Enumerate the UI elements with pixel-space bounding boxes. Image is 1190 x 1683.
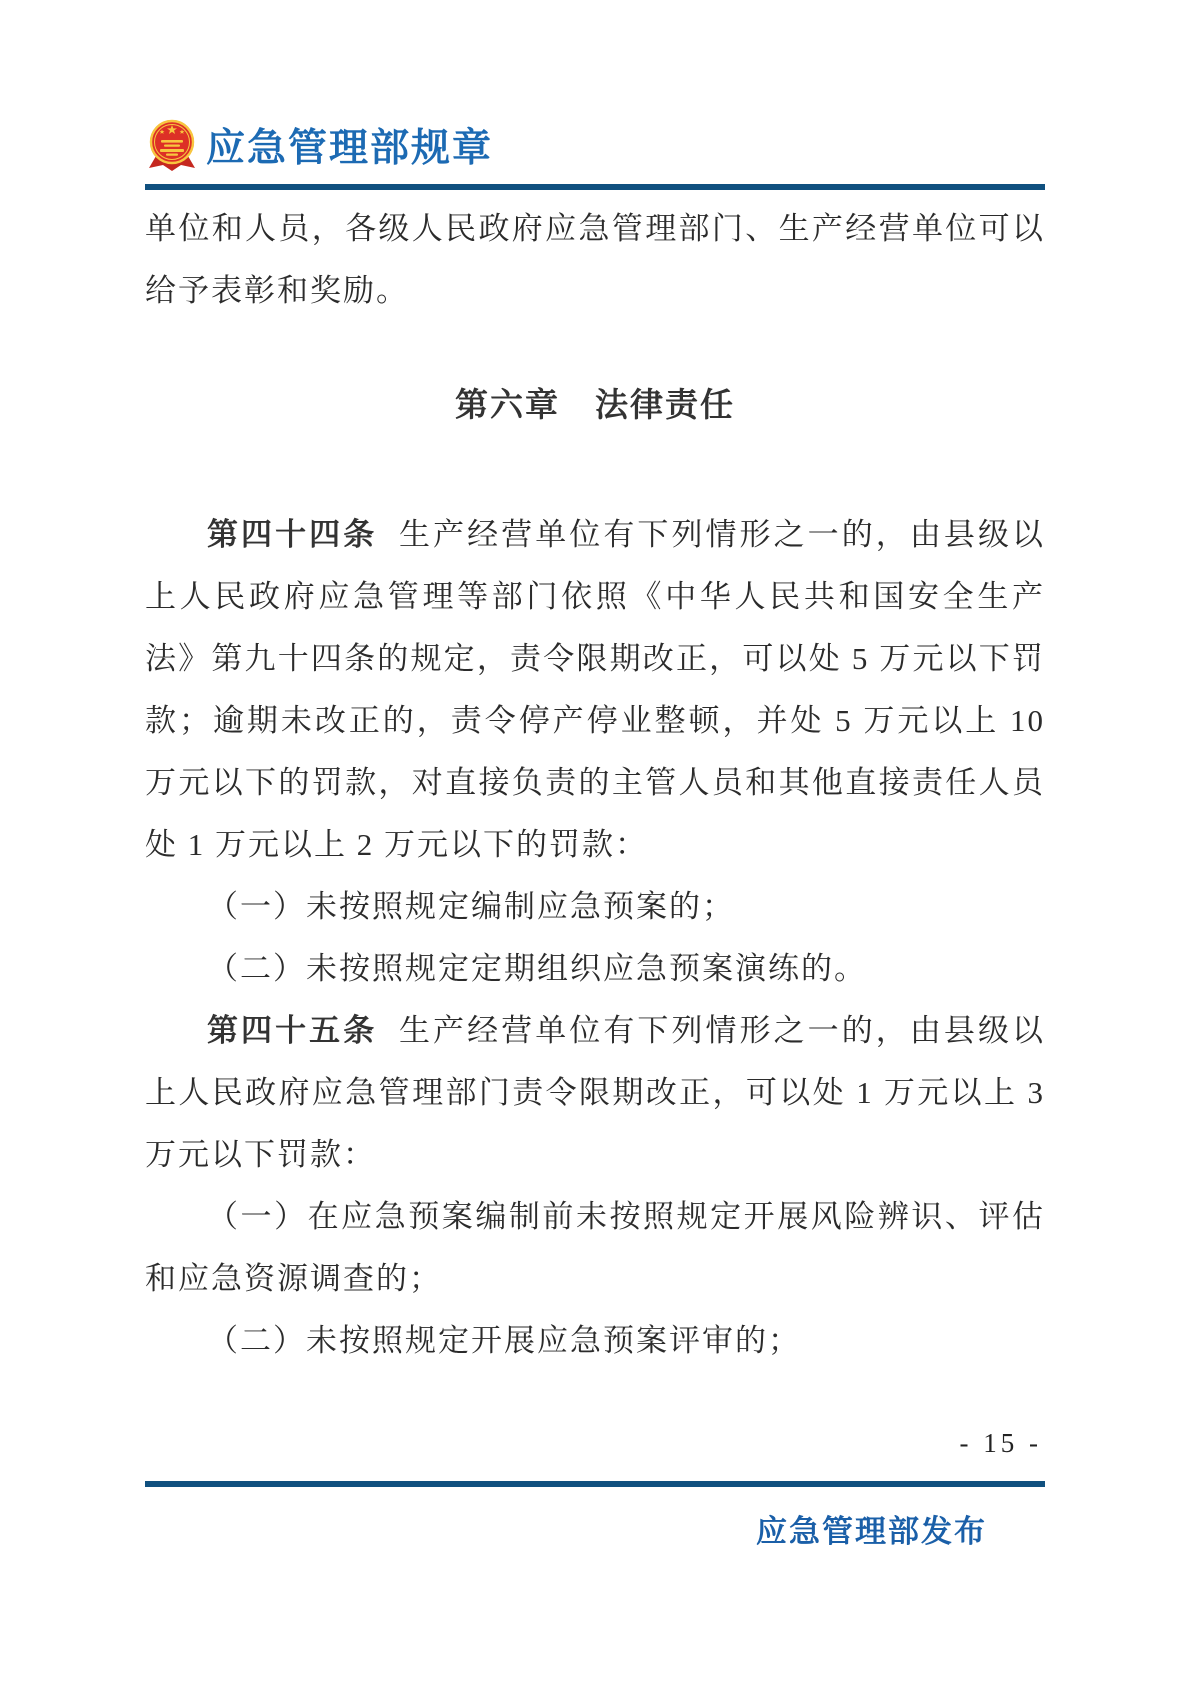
article-44-item-2: （二）未按照规定定期组织应急预案演练的。	[207, 951, 867, 986]
article-44-item-1: （一）未按照规定编制应急预案的；	[207, 889, 735, 924]
page-number: - 15 -	[959, 1428, 1042, 1458]
article-44-text: 生产经营单位有下列情形之一的，由县级以上人民政府应急管理等部门依照《中华人民共和国安全生产法》第九十四条的规定，责令限期改正，可以处 5 万元以下罚款；逾期未改正的，责令停产停业整顿，并处 5 万元以上 10 万元以下的罚款，对直接负责的主管人员和其他直接责任人员处 1 万元以上 2 万元以下的罚款：	[145, 517, 1046, 862]
article-45-paragraph	[145, 1000, 1045, 1186]
paragraph-intro: 单位和人员，各级人民政府应急管理部门、生产经营单位可以给予表彰和奖励。	[145, 211, 1045, 308]
page-header	[0, 0, 1190, 190]
publisher-label: 应急管理部发布	[756, 1514, 987, 1549]
article-45-item-1: （一）在应急预案编制前未按照规定开展风险辨识、评估和应急资源调查的；	[145, 1199, 1045, 1296]
header-title: 应急管理部规章	[206, 127, 494, 170]
chapter-heading: 第六章 法律责任	[455, 386, 735, 423]
article-44-number: 第四十四条	[207, 517, 378, 552]
article-45-item-2: （二）未按照规定开展应急预案评审的；	[207, 1323, 801, 1358]
header-rule	[145, 184, 1045, 190]
header-row	[0, 0, 1190, 172]
footer-rule	[145, 1481, 1045, 1487]
article-45-number: 第四十五条	[207, 1013, 378, 1048]
article-44-paragraph	[145, 504, 1045, 876]
article-45-text: 生产经营单位有下列情形之一的，由县级以上人民政府应急管理部门责令限期改正，可以处 1 万元以上 3 万元以下罚款：	[145, 1013, 1046, 1172]
document-body	[145, 198, 1045, 1372]
national-emblem-icon	[148, 118, 196, 172]
